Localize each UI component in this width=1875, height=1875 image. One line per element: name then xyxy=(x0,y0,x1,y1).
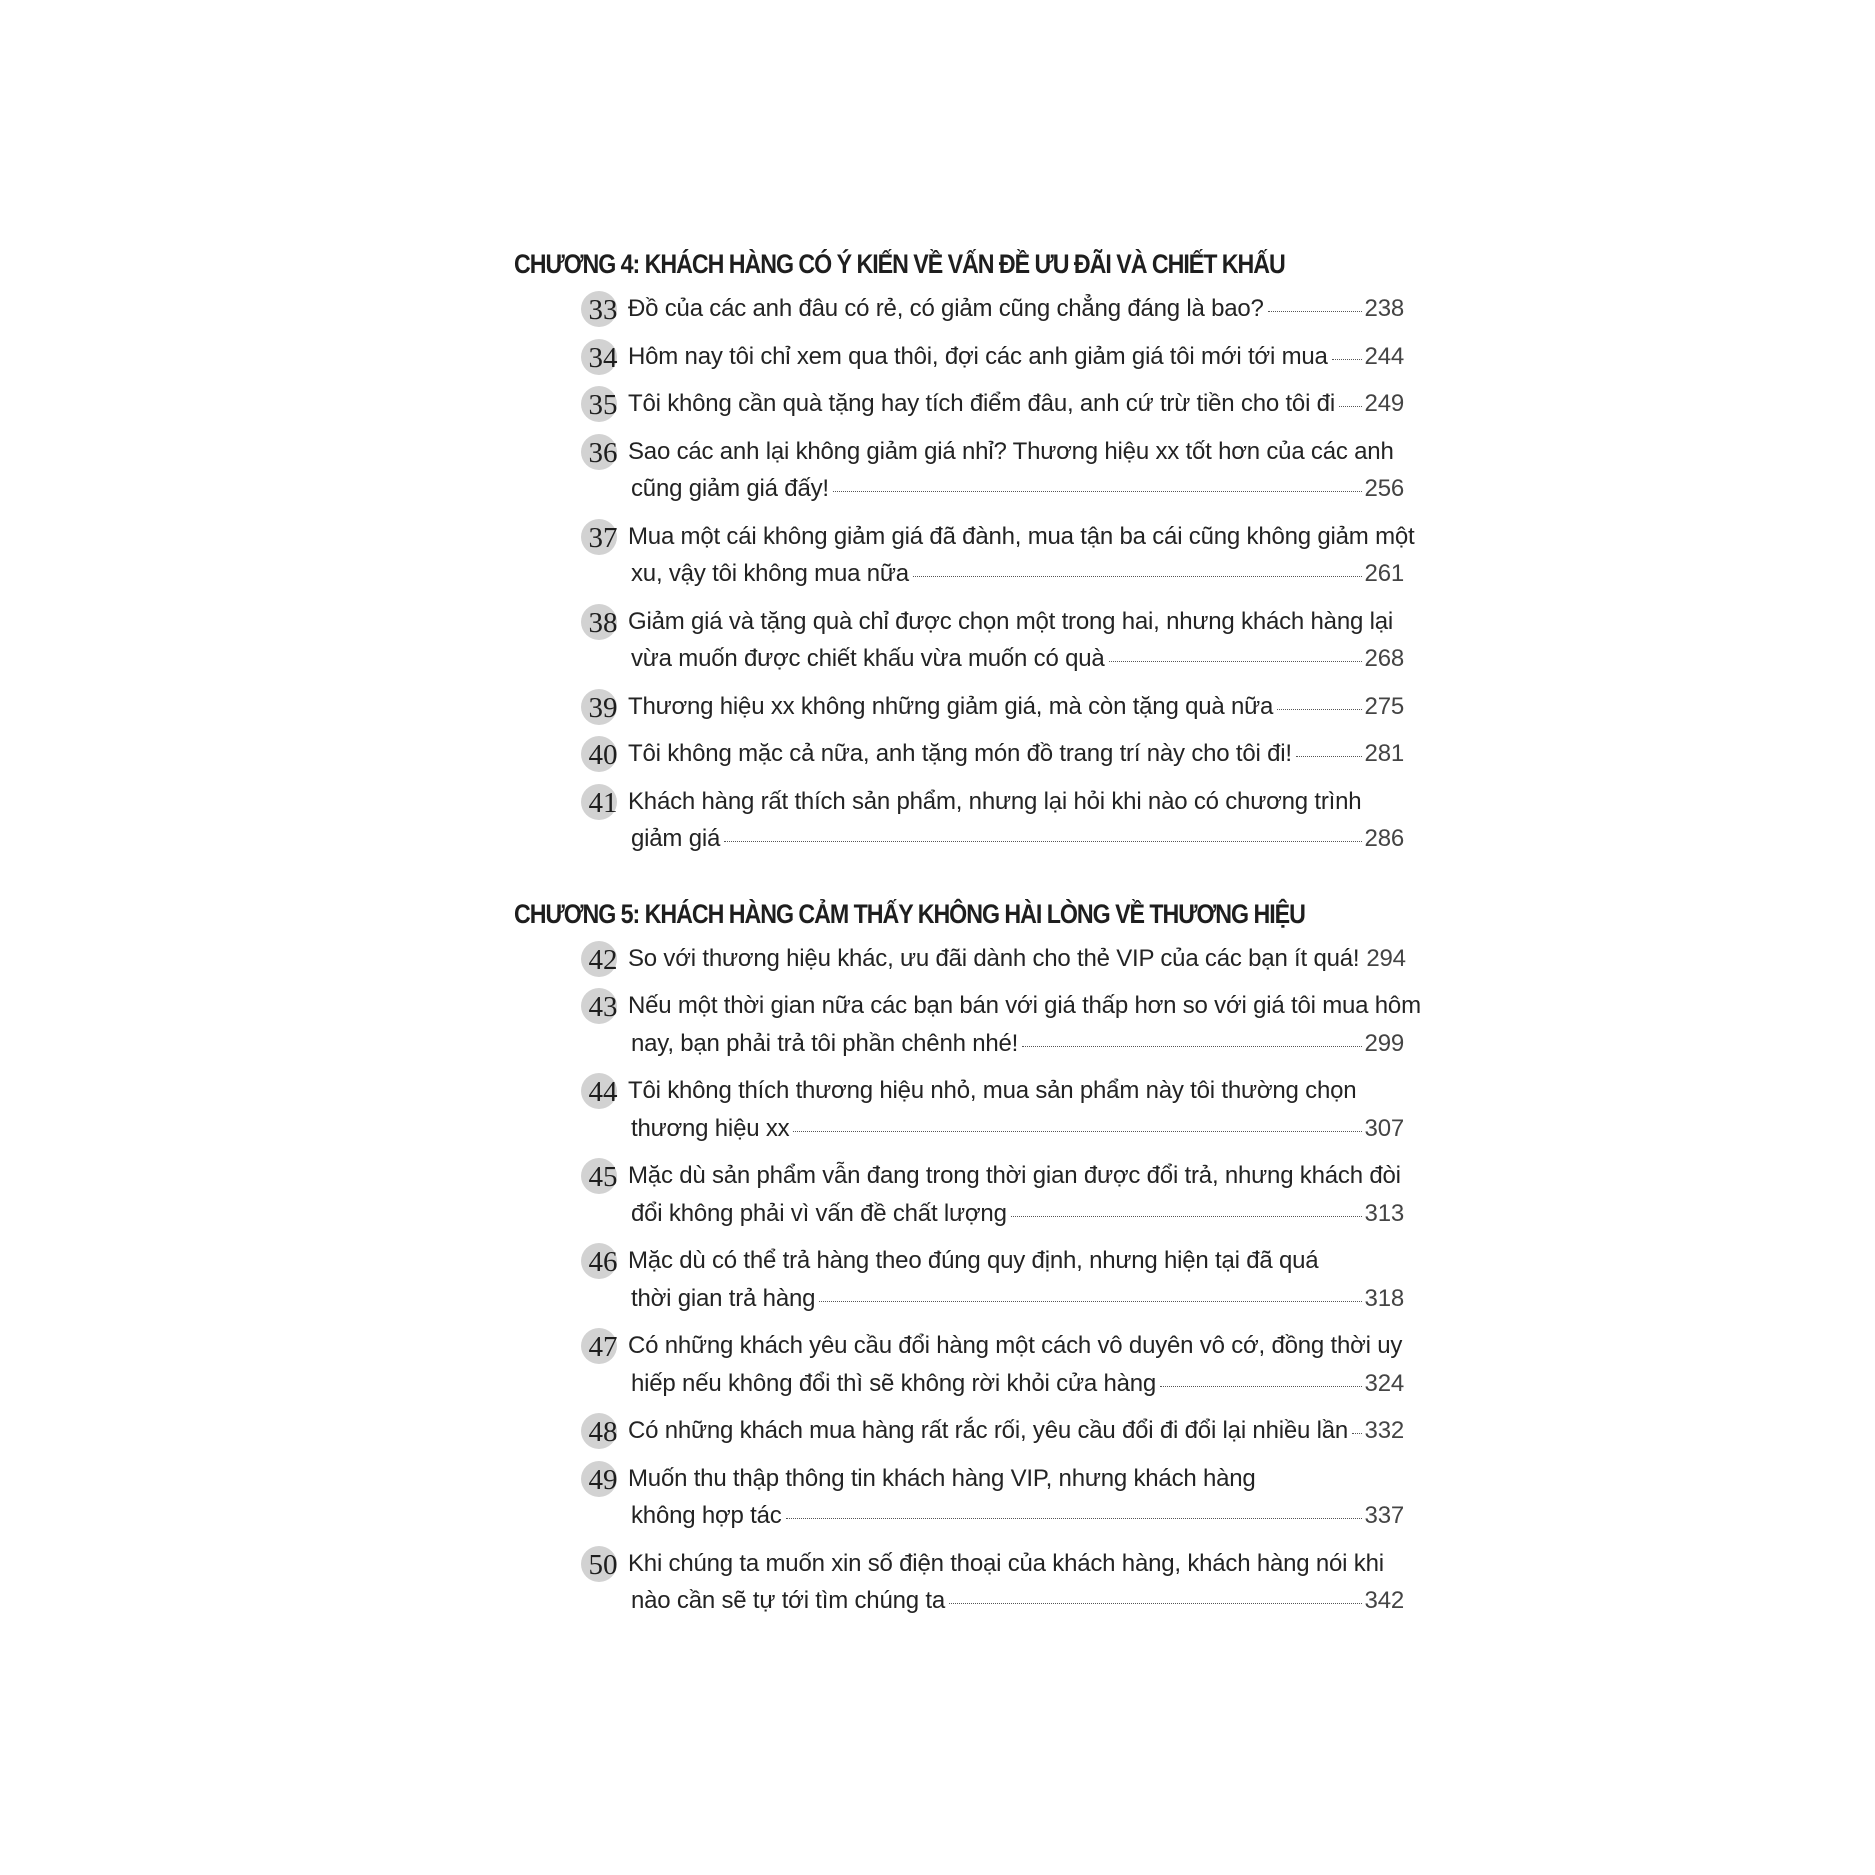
table-of-contents xyxy=(514,246,1421,1658)
toc-entry[interactable] xyxy=(514,1157,1404,1232)
entry-number-badge xyxy=(584,783,622,821)
chapter-section xyxy=(514,896,1421,1620)
entry-number: 44 xyxy=(588,1076,618,1108)
dot-leader xyxy=(1352,1432,1361,1434)
toc-entry[interactable] xyxy=(514,433,1404,508)
entry-title-line xyxy=(628,518,1415,556)
entry-title-text: xu, vậy tôi không mua nữa xyxy=(631,560,909,587)
page-number: 244 xyxy=(1364,342,1404,370)
entry-number: 42 xyxy=(588,943,618,976)
toc-entry[interactable] xyxy=(514,783,1404,858)
entry-number-badge xyxy=(584,385,622,423)
entry-number: 48 xyxy=(588,1416,618,1448)
entry-title-line xyxy=(628,1242,1404,1280)
page-number: 268 xyxy=(1364,645,1404,672)
dot-leader xyxy=(793,1130,1361,1132)
entry-title-line xyxy=(628,1582,1404,1620)
entry-title-text: đổi không phải vì vấn đề chất lượng xyxy=(631,1199,1007,1227)
entry-number: 36 xyxy=(588,436,618,469)
toc-entry[interactable] xyxy=(514,338,1404,376)
page-number: 275 xyxy=(1364,692,1404,720)
entry-list xyxy=(514,290,1415,858)
entry-title-text: Sao các anh lại không giảm giá nhỉ? Thương hiệu xx tốt hơn của các anh xyxy=(628,437,1394,465)
entry-number: 35 xyxy=(588,389,618,421)
page-number: 342 xyxy=(1364,1587,1404,1614)
entry-title-text: Nếu một thời gian nữa các bạn bán với giá thấp hơn so với giá tôi mua hôm xyxy=(628,992,1421,1019)
page-number: 318 xyxy=(1364,1284,1404,1312)
chapter-heading: CHƯƠNG 4: KHÁCH HÀNG CÓ Ý KIẾN VỀ VẤN ĐỀ ƯU ĐÃI VÀ CHIẾT KHẤU xyxy=(514,249,1285,279)
toc-entry[interactable] xyxy=(514,518,1415,593)
entry-title-text: thương hiệu xx xyxy=(631,1114,790,1142)
page-number: 307 xyxy=(1364,1114,1404,1142)
entry-title-line xyxy=(628,940,1404,978)
entry-number: 49 xyxy=(588,1463,618,1496)
toc-entry[interactable] xyxy=(514,1412,1404,1450)
entry-title-text: Thương hiệu xx không những giảm giá, mà còn tặng quà nữa xyxy=(628,692,1274,720)
entry-title-line xyxy=(628,1497,1404,1535)
toc-entry[interactable] xyxy=(514,1327,1404,1402)
entry-number: 39 xyxy=(588,691,618,724)
entry-title-line xyxy=(628,735,1404,773)
dot-leader xyxy=(1109,660,1362,662)
dot-leader xyxy=(819,1300,1361,1302)
entry-title-line xyxy=(628,338,1404,376)
entry-number-badge xyxy=(584,1460,622,1498)
toc-entry[interactable] xyxy=(514,290,1404,328)
toc-entry[interactable] xyxy=(514,385,1404,423)
entry-title-text: không hợp tác xyxy=(631,1502,782,1529)
page-number: 256 xyxy=(1364,475,1404,502)
toc-entry[interactable] xyxy=(514,603,1404,678)
entry-title-text: cũng giảm giá đấy! xyxy=(631,475,829,502)
page-number: 332 xyxy=(1364,1417,1404,1444)
dot-leader xyxy=(1277,708,1361,710)
entry-number: 47 xyxy=(588,1331,618,1363)
entry-title-line xyxy=(628,385,1404,423)
entry-title-line xyxy=(628,470,1404,508)
entry-number: 41 xyxy=(588,786,618,819)
entry-title-line xyxy=(628,1025,1404,1063)
entry-title-text: So với thương hiệu khác, ưu đãi dành cho thẻ VIP của các bạn ít quá! xyxy=(628,944,1360,972)
page-number: 249 xyxy=(1364,390,1404,417)
entry-number-badge xyxy=(584,1327,622,1365)
page-number: 299 xyxy=(1364,1029,1404,1057)
entry-number-badge xyxy=(584,290,622,328)
entry-title-line xyxy=(628,1327,1404,1365)
entry-title-line xyxy=(628,640,1404,678)
dot-leader xyxy=(1268,310,1362,312)
entry-number-badge xyxy=(584,1242,622,1280)
entry-title-line xyxy=(628,1545,1404,1583)
entry-list xyxy=(514,940,1421,1620)
entry-number-badge xyxy=(584,603,622,641)
page-number: 281 xyxy=(1364,740,1404,767)
dot-leader xyxy=(1160,1385,1362,1387)
entry-title-line xyxy=(628,555,1404,593)
entry-title-line xyxy=(628,688,1404,726)
dot-leader xyxy=(833,490,1362,492)
dot-leader xyxy=(949,1602,1362,1604)
entry-title-text: Tôi không mặc cả nữa, anh tặng món đồ trang trí này cho tôi đi! xyxy=(628,740,1292,767)
entry-title-line xyxy=(628,1280,1404,1318)
entry-number-badge xyxy=(584,688,622,726)
dot-leader xyxy=(1022,1045,1361,1047)
entry-number-badge xyxy=(584,1412,622,1450)
entry-title-line xyxy=(628,290,1404,328)
entry-title-line xyxy=(628,1365,1404,1403)
entry-number: 40 xyxy=(588,739,618,771)
entry-title-line xyxy=(628,433,1404,471)
entry-title-line xyxy=(628,1460,1404,1498)
entry-title-text: Khách hàng rất thích sản phẩm, nhưng lại hỏi khi nào có chương trình xyxy=(628,787,1362,815)
entry-title-line xyxy=(628,1412,1404,1450)
entry-number: 45 xyxy=(588,1161,618,1193)
dot-leader xyxy=(724,840,1361,842)
entry-number-badge xyxy=(584,518,622,556)
toc-entry[interactable] xyxy=(514,1460,1404,1535)
toc-entry[interactable] xyxy=(514,1545,1404,1620)
entry-number-badge xyxy=(584,987,622,1025)
entry-title-text: Giảm giá và tặng quà chỉ được chọn một trong hai, nhưng khách hàng lại xyxy=(628,607,1394,635)
dot-leader xyxy=(913,575,1362,577)
entry-number: 46 xyxy=(588,1246,618,1278)
entry-number-badge xyxy=(584,338,622,376)
entry-title-text: Hôm nay tôi chỉ xem qua thôi, đợi các anh giảm giá tôi mới tới mua xyxy=(628,342,1328,370)
entry-title-text: Tôi không cần quà tặng hay tích điểm đâu, anh cứ trừ tiền cho tôi đi xyxy=(628,390,1335,417)
entry-title-line xyxy=(628,603,1404,641)
entry-title-text: Đồ của các anh đâu có rẻ, có giảm cũng chẳng đáng là bao? xyxy=(628,295,1264,322)
entry-title-line xyxy=(628,1195,1404,1233)
page-number: 294 xyxy=(1366,944,1406,972)
page-number: 324 xyxy=(1364,1369,1404,1397)
entry-title-text: Có những khách mua hàng rất rắc rối, yêu cầu đổi đi đổi lại nhiều lần xyxy=(628,1417,1349,1444)
entry-title-text: nay, bạn phải trả tôi phần chênh nhé! xyxy=(631,1029,1019,1057)
entry-number: 43 xyxy=(588,991,618,1023)
page-number: 286 xyxy=(1364,825,1404,852)
toc-entry[interactable] xyxy=(514,1242,1404,1317)
page-number: 261 xyxy=(1364,560,1404,587)
entry-title-line xyxy=(628,783,1404,821)
entry-title-line xyxy=(628,987,1421,1025)
entry-number-badge xyxy=(584,433,622,471)
entry-number: 33 xyxy=(588,294,618,326)
entry-title-text: nào cần sẽ tự tới tìm chúng ta xyxy=(631,1587,945,1614)
dot-leader xyxy=(1296,755,1362,757)
toc-entry[interactable] xyxy=(514,735,1404,773)
entry-number: 37 xyxy=(588,521,618,554)
page-number: 313 xyxy=(1364,1199,1404,1227)
entry-number: 34 xyxy=(588,341,618,374)
toc-entry[interactable] xyxy=(514,940,1404,978)
entry-title-line xyxy=(628,1157,1404,1195)
entry-title-line xyxy=(628,1110,1404,1148)
entry-number-badge xyxy=(584,1545,622,1583)
toc-entry[interactable] xyxy=(514,688,1404,726)
entry-title-text: Tôi không thích thương hiệu nhỏ, mua sản phẩm này tôi thường chọn xyxy=(628,1077,1357,1104)
dot-leader xyxy=(1011,1215,1362,1217)
entry-title-text: Mặc dù sản phẩm vẫn đang trong thời gian được đổi trả, nhưng khách đòi xyxy=(628,1162,1401,1189)
entry-title-text: Có những khách yêu cầu đổi hàng một cách vô duyên vô cớ, đồng thời uy xyxy=(628,1332,1403,1359)
entry-number-badge xyxy=(584,940,622,978)
entry-number-badge xyxy=(584,1072,622,1110)
entry-title-text: thời gian trả hàng xyxy=(631,1284,816,1312)
entry-number: 50 xyxy=(588,1548,618,1581)
dot-leader xyxy=(1339,405,1362,407)
entry-title-text: giảm giá xyxy=(631,825,721,852)
entry-title-text: Khi chúng ta muốn xin số điện thoại của khách hàng, khách hàng nói khi xyxy=(628,1549,1384,1577)
dot-leader xyxy=(786,1517,1362,1519)
entry-title-text: hiếp nếu không đổi thì sẽ không rời khỏi cửa hàng xyxy=(631,1369,1157,1397)
chapter-heading: CHƯƠNG 5: KHÁCH HÀNG CẢM THẤY KHÔNG HÀI LÒNG VỀ THƯƠNG HIỆU xyxy=(514,898,1305,929)
entry-title-text: Mặc dù có thể trả hàng theo đúng quy định, nhưng hiện tại đã quá xyxy=(628,1247,1319,1274)
toc-entry[interactable] xyxy=(514,1072,1404,1147)
entry-number-badge xyxy=(584,1157,622,1195)
dot-leader xyxy=(1332,358,1362,360)
chapter-section xyxy=(514,246,1415,858)
page-number: 337 xyxy=(1364,1502,1404,1529)
page-number: 238 xyxy=(1364,295,1404,322)
entry-title-line xyxy=(628,820,1404,858)
entry-title-text: Muốn thu thập thông tin khách hàng VIP, nhưng khách hàng xyxy=(628,1464,1256,1492)
toc-entry[interactable] xyxy=(514,987,1421,1062)
entry-number-badge xyxy=(584,735,622,773)
entry-number: 38 xyxy=(588,606,618,639)
entry-title-text: Mua một cái không giảm giá đã đành, mua tận ba cái cũng không giảm một xyxy=(628,522,1415,550)
entry-title-line xyxy=(628,1072,1404,1110)
entry-title-text: vừa muốn được chiết khấu vừa muốn có quà xyxy=(631,645,1105,672)
